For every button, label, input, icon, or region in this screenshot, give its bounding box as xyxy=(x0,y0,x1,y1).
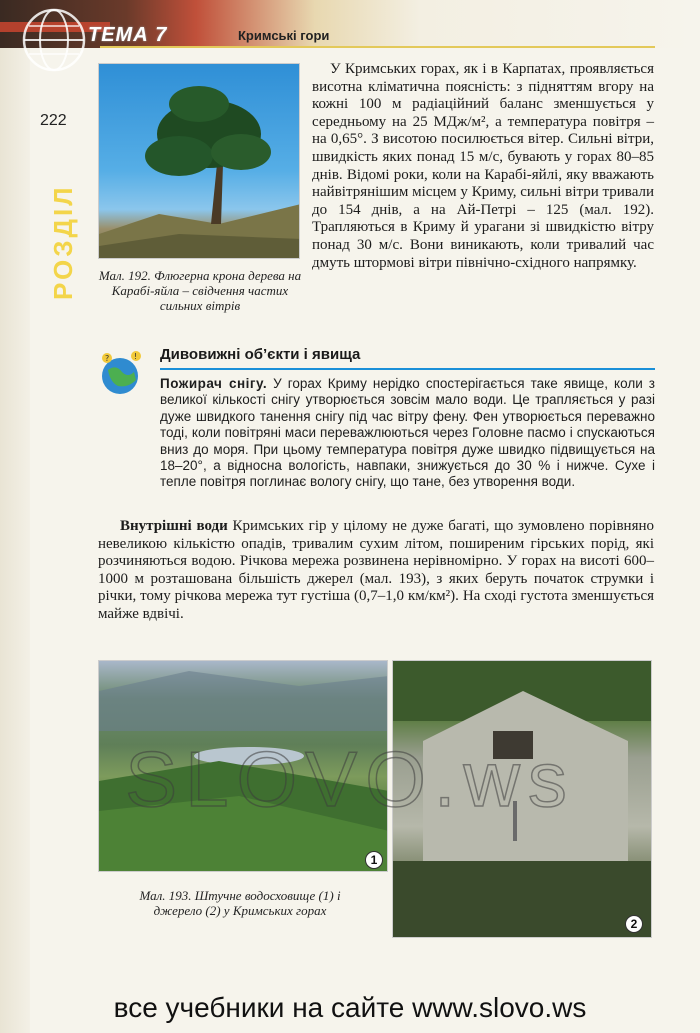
page-number: 222 xyxy=(40,112,67,129)
svg-text:?: ? xyxy=(105,354,110,363)
inland-waters-lead: Внутрішні води xyxy=(120,518,228,534)
figure-193-caption: Мал. 193. Штучне водосховище (1) і джерело (2) у Кримських горах xyxy=(139,888,341,918)
wonders-box-body: У горах Криму нерідко спостерігається таке явище, коли з великої кількості снігу утворюється зовсім мало води. Це трапляється у разі дуже швидкого танення снігу під час вітру фену. Фен утворюється переважно тоді, коли повітряні маси переважлюються через Головне пасмо і спускаються вниз до моря. При цьому температура повітря дуже швидко підвищується на 18–20°, а відносна вологість, навпаки, знижується до 30 % і нижче. Сухе і тепле повітря поглинає вологу снігу, що тане, без утворення води. xyxy=(160,376,655,490)
paragraph-inland-waters xyxy=(98,518,654,624)
figure-192-caption: Мал. 192. Флюгерна крона дерева на Карабі-яйла – свідчення частих сильних вітрів xyxy=(98,268,302,313)
wonders-box-title: Дивовижні об’єкти і явища xyxy=(160,346,361,363)
inland-waters-body: Кримських гір у цілому не дуже багаті, що зумовлено порівняно невеликою кількістю опадів, тривалим сухим літом, поширеним гірських порід, які розчиняються водою. Річкова мережа розвинена нерівномірно. У горах на висоті 600–1000 м розташована більшість джерел (мал. 193), з яких беруть початок струмки і річки, тому річкова мережа тут густіша (0,7–1,0 км/км²). На сході густота зменшується майже вдвічі. xyxy=(98,518,654,622)
spring-photo-badge: 2 xyxy=(625,915,643,933)
reservoir-photo-badge: 1 xyxy=(365,851,383,869)
wonders-box-text xyxy=(160,376,655,491)
svg-text:!: ! xyxy=(134,352,138,361)
left-margin-strip xyxy=(0,48,30,1033)
wonder-globe-icon xyxy=(98,348,146,396)
footer-text: все учебники на сайте www.slovo.ws xyxy=(113,992,587,1023)
theme-label: ТЕМА 7 xyxy=(88,24,168,46)
globe-icon xyxy=(18,4,90,76)
tree-illustration xyxy=(99,64,300,259)
tree-photo xyxy=(98,63,300,259)
paragraph-climate: У Кримських горах, як і в Карпатах, проявляється висотна кліматична поясність: з підняттям вгору на кожні 100 м радіаційний баланс зменшується у середньому на 25 МДж/м², а температура повітря – на 0,65°. З висотою посилюється вітер. Сильні вітри, швидкість яких понад 15 м/с, бувають у горах 80–85 днів. Відомі роки, коли на Карабі-яйлі, яку вважають найвітрянішим місцем у Криму, сильні вітри тривали до 154 днів, а на Ай-Петрі – 125 (мал. 192). Трапляються в Криму й урагани зі швидкістю вітру понад 30 м/с. Вони виникають, коли тривалий час дмуть штормові вітри північно-східного напрямку. xyxy=(312,61,654,271)
wonders-box-lead: Пожирач снігу. xyxy=(160,376,268,391)
header-rule xyxy=(100,46,655,48)
wonders-box-rule xyxy=(160,368,655,370)
topic-label: Кримські гори xyxy=(238,28,330,43)
watermark: SLOVO.ws xyxy=(125,735,575,823)
section-vertical-label: РОЗДІЛ xyxy=(48,185,78,301)
